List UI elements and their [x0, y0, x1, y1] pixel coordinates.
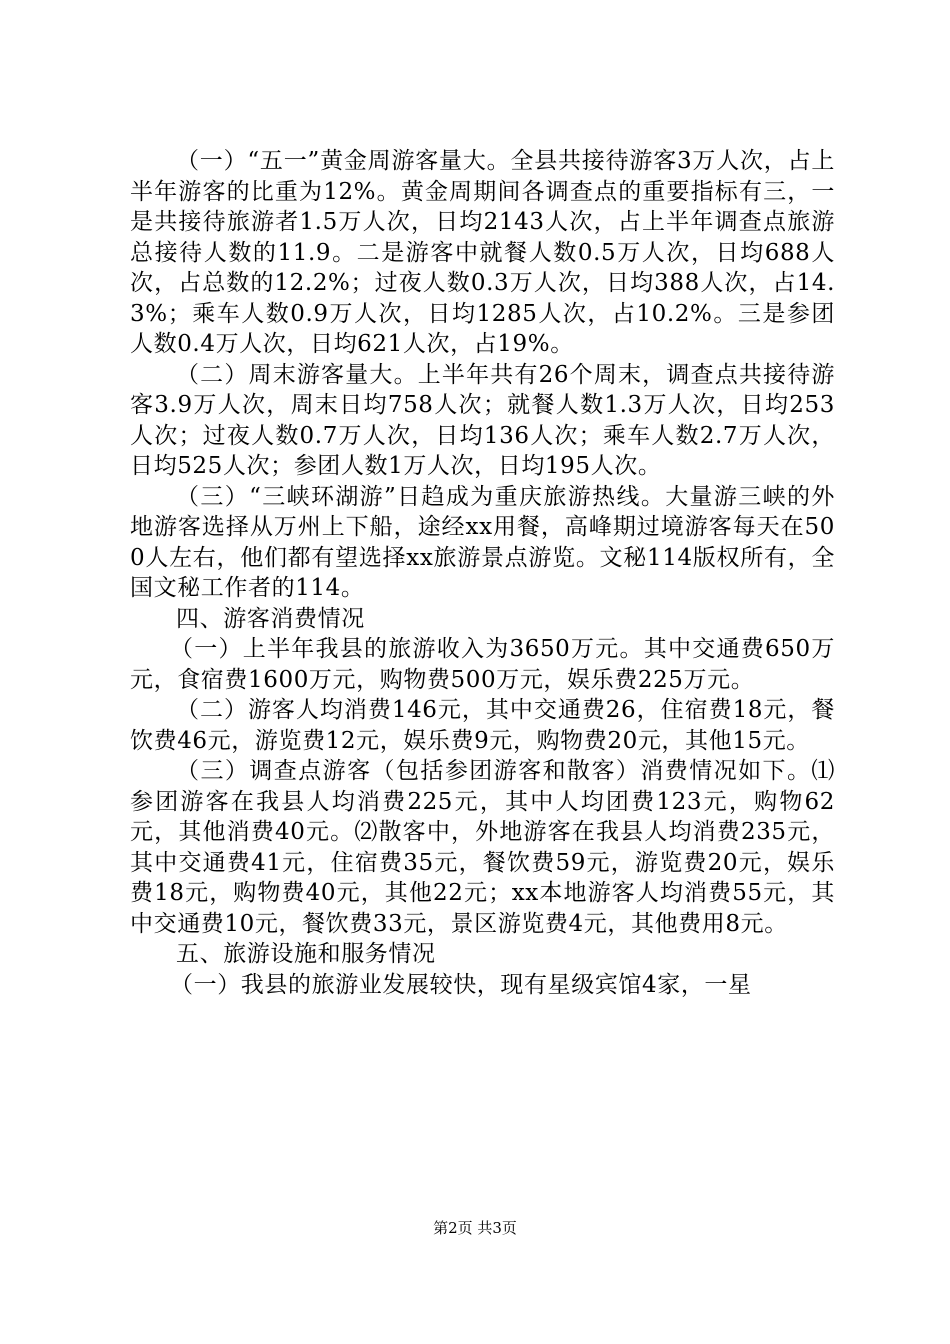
section-heading-facilities: 五、旅游设施和服务情况	[176, 941, 436, 967]
section-heading-consumption: 四、游客消费情况	[176, 605, 365, 632]
paragraph-weekend: （二）周末游客量大。上半年共有26个周末，调查点共接待游客3.9万人次，周末日均758人次；就餐人数1.3万人次，日均253人次；过夜人数0.7万人次，日均136人次；乘车人数2.7万人次，日均525人次；参团人数1万人次，日均195人次。	[130, 361, 835, 479]
paragraph-three-gorges: （三）“三峡环湖游”日趋成为重庆旅游热线。大量游三峡的外地游客选择从万州上下船，途经xx用餐，高峰期过境游客每天在500人左右，他们都有望选择xx旅游景点游览。文秘114版权所有，全国文秘工作者的114。	[130, 483, 835, 601]
paragraph-hotels: （一）我县的旅游业发展较快，现有星级宾馆4家，一星	[170, 971, 752, 998]
document-body	[130, 146, 835, 1000]
paragraph-golden-week: （一）“五一”黄金周游客量大。全县共接待游客3万人次，占上半年游客的比重为12%。黄金周期间各调查点的重要指标有三，一是共接待旅游者1.5万人次，日均2143人次，占上半年调查点旅游总接待人数的11.9。二是游客中就餐人数0.5万人次，日均688人次，占总数的12.2%；过夜人数0.3万人次，日均388人次，占14.3%；乘车人数0.9万人次，日均1285人次，占10.2%。三是参团人数0.4万人次，日均621人次，占19%。	[130, 148, 835, 357]
paragraph-per-capita-spending: （二）游客人均消费146元，其中交通费26，住宿费18元，餐饮费46元，游览费12元，娱乐费9元，购物费20元，其他15元。	[130, 697, 835, 754]
paragraph-tourism-income: （一）上半年我县的旅游收入为3650万元。其中交通费650万元，食宿费1600万元，购物费500万元，娱乐费225万元。	[130, 636, 835, 693]
paragraph-survey-spending: （三）调查点游客（包括参团游客和散客）消费情况如下。⑴参团游客在我县人均消费225元，其中人均团费123元，购物62元，其他消费40元。⑵散客中，外地游客在我县人均消费235元，其中交通费41元，住宿费35元，餐饮费59元，游览费20元，娱乐费18元，购物费40元，其他22元；xx本地游客人均消费55元，其中交通费10元，餐饮费33元，景区游览费4元，其他费用8元。	[130, 758, 835, 937]
page-number-footer: 第2页 共3页	[433, 1219, 517, 1237]
